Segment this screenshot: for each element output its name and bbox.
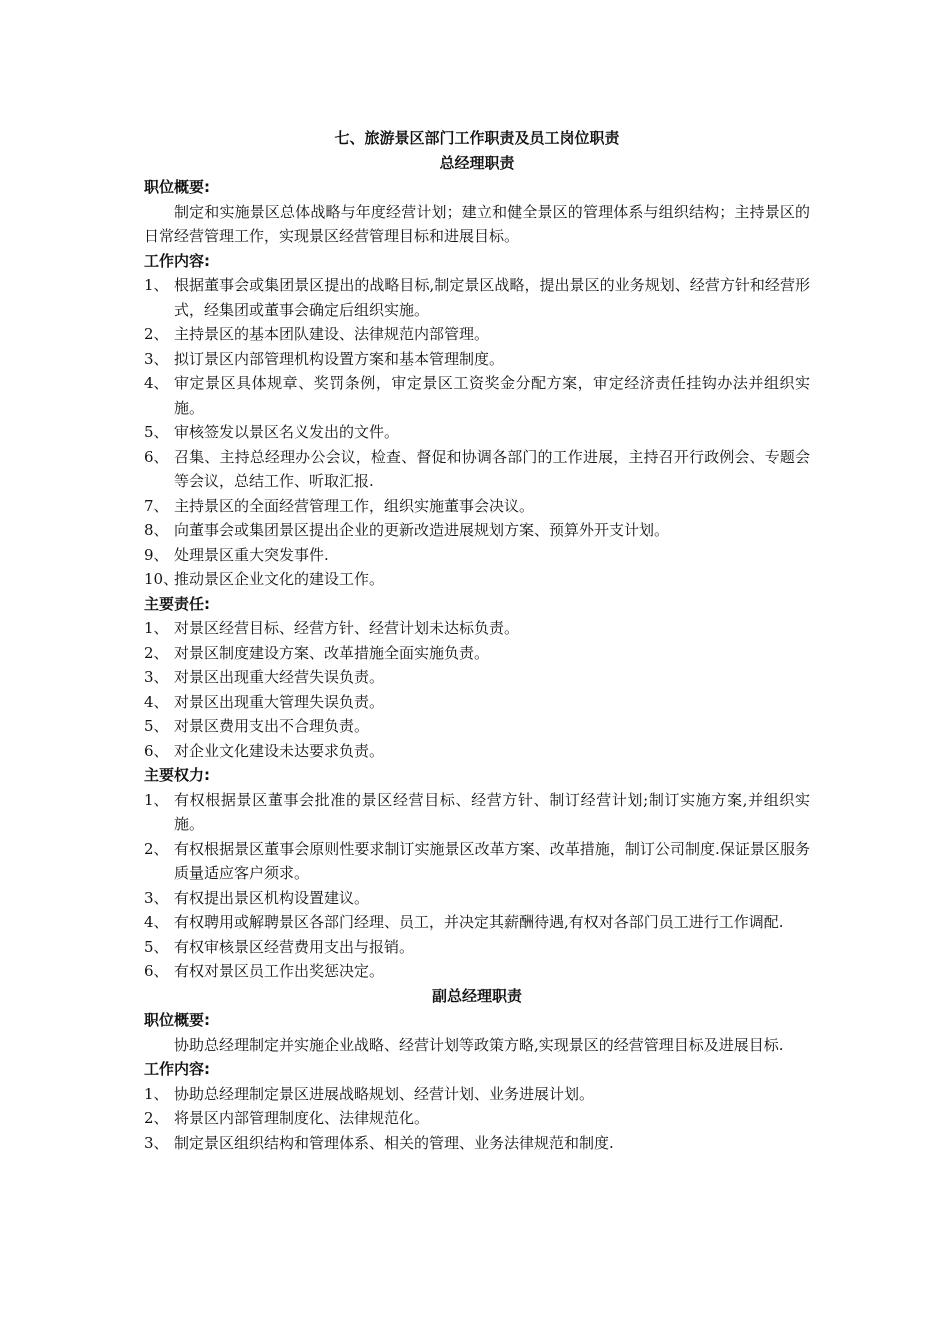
item-text: 向董事会或集团景区提出企业的更新改造进展规划方案、预算外开支计划。 bbox=[174, 521, 670, 539]
item-number: 2、 bbox=[144, 643, 169, 662]
work-list bbox=[144, 1082, 810, 1156]
list-item bbox=[144, 273, 810, 322]
item-number: 6、 bbox=[144, 447, 169, 466]
overview-text: 协助总经理制定并实施企业战略、经营计划等政策方略,实现景区的经营管理目标及进展目标. bbox=[174, 1035, 784, 1054]
item-number: 3、 bbox=[144, 668, 169, 686]
item-text: 对景区出现重大经营失误负责。 bbox=[174, 668, 385, 686]
power-label: 主要权力: bbox=[144, 766, 210, 784]
item-number: 5、 bbox=[144, 423, 169, 441]
list-item bbox=[144, 445, 810, 494]
item-number: 6、 bbox=[144, 962, 169, 980]
work-label: 工作内容: bbox=[144, 251, 210, 270]
item-text: 有权根据景区董事会原则性要求制订实施景区改革方案、改革措施，制订公司制度.保证景区服务质量适应客户须求。 bbox=[174, 839, 810, 882]
item-text: 主持景区的基本团队建设、法律规范内部管理。 bbox=[174, 325, 490, 343]
section-title: 副总经理职责 bbox=[431, 986, 522, 1005]
list-item bbox=[144, 567, 810, 592]
list-item bbox=[144, 494, 810, 519]
item-text: 将景区内部管理制度化、法律规范化。 bbox=[174, 1109, 430, 1127]
item-number: 9、 bbox=[144, 545, 169, 564]
list-item bbox=[144, 837, 810, 886]
overview-label: 职位概要: bbox=[144, 178, 210, 196]
list-item bbox=[144, 322, 810, 347]
list-item bbox=[144, 420, 810, 445]
item-number: 1、 bbox=[144, 790, 169, 809]
item-text: 对企业文化建设未达要求负责。 bbox=[174, 741, 385, 760]
item-number: 3、 bbox=[144, 1133, 169, 1152]
work-list bbox=[144, 273, 810, 592]
list-item bbox=[144, 690, 810, 715]
item-number: 1、 bbox=[144, 276, 169, 294]
section-title: 总经理职责 bbox=[439, 153, 515, 172]
list-item bbox=[144, 1131, 810, 1156]
list-item bbox=[144, 739, 810, 764]
item-number: 5、 bbox=[144, 937, 169, 956]
item-number: 2、 bbox=[144, 839, 169, 858]
power-list bbox=[144, 788, 810, 984]
section-deputy-general-manager bbox=[144, 984, 810, 1156]
list-item bbox=[144, 347, 810, 372]
item-number: 3、 bbox=[144, 888, 169, 907]
list-item bbox=[144, 886, 810, 911]
item-text: 对景区经营目标、经营方针、经营计划未达标负责。 bbox=[174, 619, 520, 637]
list-item bbox=[144, 518, 810, 543]
list-item bbox=[144, 371, 810, 420]
item-text: 拟订景区内部管理机构设置方案和基本管理制度。 bbox=[174, 349, 505, 368]
list-item bbox=[144, 665, 810, 690]
main-title: 七、旅游景区部门工作职责及员工岗位职责 bbox=[334, 129, 620, 147]
item-text: 有权聘用或解聘景区各部门经理、员工，并决定其薪酬待遇,有权对各部门员工进行工作调配. bbox=[174, 913, 784, 931]
item-text: 审定景区具体规章、奖罚条例，审定景区工资奖金分配方案，审定经济责任挂钩办法并组织实施。 bbox=[174, 374, 810, 417]
item-number: 7、 bbox=[144, 496, 169, 515]
item-number: 8、 bbox=[144, 521, 169, 539]
item-text: 推动景区企业文化的建设工作。 bbox=[174, 570, 385, 588]
overview-text: 制定和实施景区总体战略与年度经营计划；建立和健全景区的管理体系与组织结构；主持景区的日常经营管理工作，实现景区经营管理目标和进展目标。 bbox=[144, 202, 810, 245]
list-item bbox=[144, 1082, 810, 1107]
section-general-manager bbox=[144, 151, 810, 984]
item-text: 制定景区组织结构和管理体系、相关的管理、业务法律规范和制度. bbox=[174, 1133, 614, 1152]
item-number: 5、 bbox=[144, 717, 169, 735]
overview-label: 职位概要: bbox=[144, 1011, 210, 1029]
item-text: 主持景区的全面经营管理工作，组织实施董事会决议。 bbox=[174, 496, 535, 515]
list-item bbox=[144, 1106, 810, 1131]
list-item bbox=[144, 543, 810, 568]
item-text: 处理景区重大突发事件. bbox=[174, 545, 329, 564]
list-item bbox=[144, 788, 810, 837]
item-text: 有权提出景区机构设置建议。 bbox=[174, 888, 370, 907]
item-number: 4、 bbox=[144, 692, 169, 711]
item-text: 协助总经理制定景区进展战略规划、经营计划、业务进展计划。 bbox=[174, 1084, 595, 1103]
item-text: 对景区出现重大管理失误负责。 bbox=[174, 692, 385, 711]
item-text: 根据董事会或集团景区提出的战略目标,制定景区战略，提出景区的业务规划、经营方针和经营形式，经集团或董事会确定后组织实施。 bbox=[174, 276, 810, 319]
item-number: 4、 bbox=[144, 374, 169, 392]
item-text: 对景区制度建设方案、改革措施全面实施负责。 bbox=[174, 643, 490, 662]
item-text: 召集、主持总经理办公会议，检查、督促和协调各部门的工作进展，主持召开行政例会、专题会等会议，总结工作、听取汇报. bbox=[174, 447, 810, 490]
list-item bbox=[144, 959, 810, 984]
item-number: 2、 bbox=[144, 325, 169, 343]
document-body bbox=[144, 126, 810, 1155]
item-text: 有权审核景区经营费用支出与报销。 bbox=[174, 937, 415, 956]
item-number: 3、 bbox=[144, 349, 169, 368]
list-item bbox=[144, 714, 810, 739]
item-number: 4、 bbox=[144, 913, 169, 931]
work-label: 工作内容: bbox=[144, 1060, 210, 1078]
responsibility-list bbox=[144, 616, 810, 763]
list-item bbox=[144, 910, 810, 935]
item-text: 有权根据景区董事会批准的景区经营目标、经营方针、制订经营计划;制订实施方案,并组织实施。 bbox=[174, 790, 810, 833]
list-item bbox=[144, 616, 810, 641]
item-text: 对景区费用支出不合理负责。 bbox=[174, 717, 370, 735]
item-text: 有权对景区员工作出奖惩决定。 bbox=[174, 962, 385, 980]
item-number: 6、 bbox=[144, 741, 169, 760]
responsibility-label: 主要责任: bbox=[144, 594, 210, 613]
item-number: 2、 bbox=[144, 1109, 169, 1127]
item-number: 10、 bbox=[144, 570, 179, 588]
item-number: 1、 bbox=[144, 1084, 169, 1103]
list-item bbox=[144, 935, 810, 960]
list-item bbox=[144, 641, 810, 666]
item-number: 1、 bbox=[144, 619, 169, 637]
item-text: 审核签发以景区名义发出的文件。 bbox=[174, 423, 400, 441]
